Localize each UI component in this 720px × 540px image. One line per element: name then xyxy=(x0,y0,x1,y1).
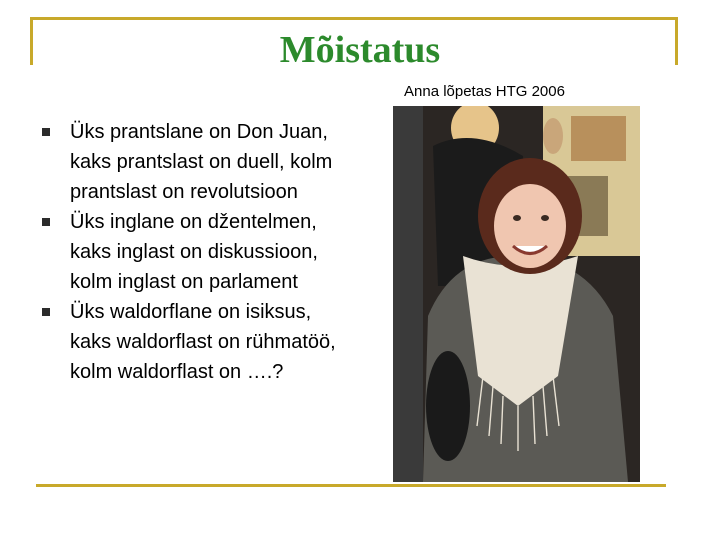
bullet-item xyxy=(40,207,340,297)
bullet-list xyxy=(40,117,340,387)
bullet-item xyxy=(40,297,340,387)
bullet-text: Üks inglane on džentelmen, kaks inglast on diskussioon, kolm inglast on parlament xyxy=(70,211,318,293)
bullet-text: Üks waldorflane on isiksus, kaks waldorflast on rühmatöö, kolm waldorflast on ….? xyxy=(70,301,336,383)
bullet-text: Üks prantslane on Don Juan, kaks prantslast on duell, kolm prantslast on revolutsioon xyxy=(70,121,333,203)
frame-top-line xyxy=(30,17,678,20)
portrait-illustration xyxy=(393,106,640,482)
portrait-photo xyxy=(393,106,640,482)
frame-bottom-line xyxy=(36,484,666,487)
slide-subtitle: Anna lõpetas HTG 2006 xyxy=(404,83,565,100)
bullet-item xyxy=(40,117,340,207)
square-bullet-icon xyxy=(42,308,50,316)
square-bullet-icon xyxy=(42,218,50,226)
slide-title: Mõistatus xyxy=(279,29,441,71)
square-bullet-icon xyxy=(42,128,50,136)
